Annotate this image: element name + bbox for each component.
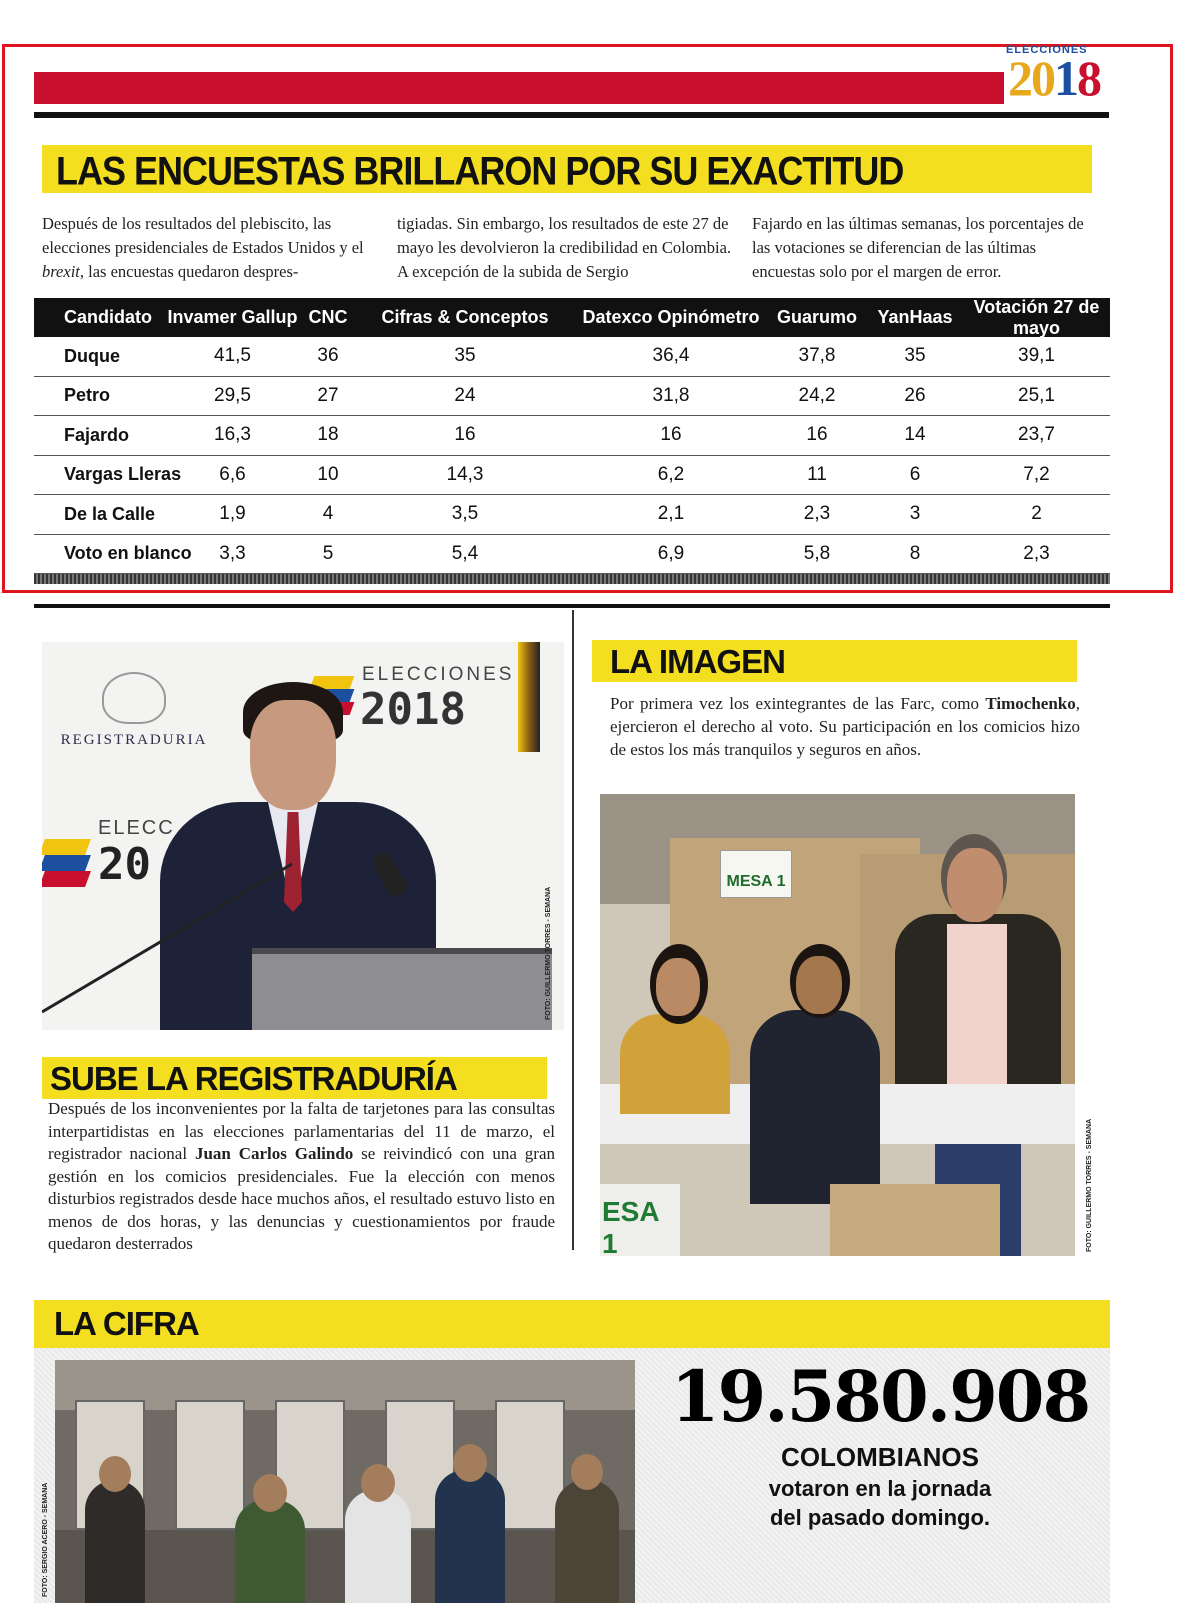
candidate-name: Vargas Lleras [64, 464, 182, 485]
poll-value: 11 [807, 463, 827, 485]
cifra-line-3: del pasado domingo. [769, 1505, 990, 1530]
poll-table-body [34, 337, 1110, 574]
table-row [34, 337, 1110, 377]
poll-value: 16 [660, 424, 682, 446]
logo-year: 2018 [1008, 50, 1100, 106]
poll-value: 6,9 [657, 542, 685, 564]
header-datexco: Datexco Opinómetro [582, 307, 760, 327]
poll-value: 6,6 [219, 463, 246, 485]
candidate-name: Petro [64, 385, 111, 406]
poll-value: 2 [1031, 503, 1042, 525]
intro-column-2: tigiadas. Sin embargo, los resultados de este 27 de mayo les devolvieron la credibilidad en Colombia. A excepción de la subida de Sergio [397, 214, 732, 281]
poll-value: 2,3 [803, 503, 831, 525]
poll-value: 3,3 [219, 542, 246, 564]
cifra-line-1: COLOMBIANOS [781, 1442, 979, 1472]
registrador-photo [42, 642, 564, 1030]
cifra-lines-2-3 [650, 1474, 1110, 1532]
cifra-number: 19.580.908 [670, 1355, 1090, 1438]
poll-value: 8 [909, 542, 921, 564]
cifra-headline: LA CIFRA [54, 1305, 199, 1342]
voting-photo [600, 794, 1075, 1256]
poll-value: 35 [454, 345, 476, 367]
main-headline: LAS ENCUESTAS BRILLARON POR SU EXACTITUD [56, 148, 904, 194]
photo-credit-cifra: FOTO: SERGIO ACERO - SEMANA [42, 1482, 49, 1597]
poll-value: 41,5 [214, 345, 251, 367]
backdrop-elecciones-text: ELECCIONES [362, 664, 515, 685]
imagen-body: Por primera vez los exintegrantes de las Farc, como Timochenko, ejercieron el derecho al voto. Su participación en los comicios hizo de estos los más tranquilos y seguros en años. [610, 694, 1080, 759]
sube-headline: SUBE LA REGISTRADURÍA [50, 1060, 457, 1097]
top-black-rule [34, 112, 1109, 118]
poll-value: 2,3 [1023, 542, 1050, 564]
photo-credit-right: FOTO: GUILLERMO TORRES - SEMANA [1086, 1118, 1093, 1252]
poll-value: 16 [806, 424, 828, 446]
poll-table-header [34, 298, 1110, 337]
poll-value: 6 [909, 463, 921, 485]
voting-hall-photo [55, 1360, 635, 1603]
mic-stand [42, 642, 564, 1030]
poll-value: 25,1 [1018, 384, 1055, 406]
imagen-headline-bar [592, 640, 1077, 682]
intro-column-3: Fajardo en las últimas semanas, los porcentajes de las votaciones se diferencian de las últimas encuestas solo por el margen de error. [752, 214, 1084, 281]
poll-value: 24 [454, 384, 476, 406]
poll-value: 36,4 [652, 345, 690, 367]
header-invamer: Invamer Gallup [167, 307, 298, 327]
table-row [34, 535, 1110, 575]
poll-value: 4 [322, 503, 334, 525]
poll-value: 18 [317, 424, 339, 446]
cifra-line-2: votaron en la jornada [768, 1476, 992, 1501]
cifra-headline-bar [34, 1300, 1110, 1348]
header-cifras: Cifras & Conceptos [381, 307, 549, 327]
backdrop-elecc-text: ELECC [98, 817, 175, 839]
candidate-name: Voto en blanco [64, 543, 192, 564]
poll-value: 5 [322, 542, 334, 564]
intro-column-1: Después de los resultados del plebiscito, las elecciones presidenciales de Estados Unidos y el brexit, las encuestas quedaron despres- [42, 214, 364, 281]
table-row [34, 495, 1110, 535]
sube-headline-bar [42, 1057, 547, 1099]
registraduria-text: REGISTRADURIA [60, 732, 208, 748]
poll-value: 14,3 [446, 463, 484, 485]
person-seated-1 [620, 944, 730, 1114]
photo-credit-left [545, 1008, 552, 1020]
poll-value: 5,4 [451, 542, 479, 564]
sube-body: Después de los inconvenientes por la falta de tarjetones para las consultas interpartidistas en las elecciones parlamentarias del 11 de marzo, el registrador nacional Juan Carlos Galindo se reivindicó con una gran gestión en los comicios presidenciales. Fue la elección con menos disturbios registrados desde hace muchos años, el resultado estuvo listo en menos de dos horas, y las denuncias y cuestionamientos por fraude quedaron desterrados [48, 1099, 555, 1253]
ballot-box [830, 1184, 1000, 1256]
header-votacion: Votación 27 de mayo [973, 296, 1100, 338]
poll-value: 29,5 [214, 384, 251, 406]
poll-value: 27 [317, 384, 339, 406]
backdrop-year-text: 2018 [360, 684, 466, 735]
candidate-name: De la Calle [64, 503, 156, 524]
poll-value: 26 [904, 384, 926, 406]
poll-value: 16,3 [214, 424, 251, 446]
top-red-bar [34, 72, 1004, 104]
poll-value: 5,8 [803, 542, 831, 564]
poll-value: 31,8 [652, 384, 690, 406]
table-row [34, 416, 1110, 456]
header-cnc: CNC [308, 307, 348, 327]
table-row [34, 377, 1110, 417]
logo-small-text: ELECCIONES [1006, 44, 1088, 56]
mesa-sign: MESA 1 [720, 850, 792, 898]
poll-value: 35 [904, 345, 926, 367]
imagen-headline: LA IMAGEN [610, 643, 785, 680]
backdrop-year-partial: 20 [98, 839, 151, 890]
mesa-table-sign: ESA 1 [600, 1184, 680, 1256]
poll-value: 7,2 [1023, 463, 1050, 485]
candidate-name: Duque [64, 345, 120, 366]
poll-value: 37,8 [798, 345, 836, 367]
poll-value: 23,7 [1018, 424, 1055, 446]
main-headline-bar [42, 145, 1092, 193]
poll-value: 16 [454, 424, 476, 446]
header-candidato: Candidato [64, 307, 152, 327]
poll-value: 6,2 [657, 463, 685, 485]
table-row [34, 456, 1110, 496]
poll-value: 2,1 [657, 503, 685, 525]
poll-value: 14 [904, 424, 926, 446]
column-divider [572, 610, 574, 1250]
poll-value: 36 [317, 345, 339, 367]
poll-value: 3,5 [451, 503, 479, 525]
elecciones-2018-logo [1004, 44, 1112, 104]
poll-table [34, 298, 1110, 584]
header-yanhaas: YanHaas [877, 307, 953, 327]
poll-value: 24,2 [798, 384, 836, 406]
header-guarumo: Guarumo [776, 307, 857, 327]
poll-value: 39,1 [1018, 345, 1055, 367]
person-seated-2 [750, 944, 880, 1204]
candidate-name: Fajardo [64, 424, 130, 445]
poll-value: 10 [317, 463, 339, 485]
poll-value: 3 [909, 503, 921, 525]
section-divider [34, 604, 1110, 608]
poll-value: 1,9 [219, 503, 246, 525]
poll-table-footer-rule [34, 574, 1110, 584]
